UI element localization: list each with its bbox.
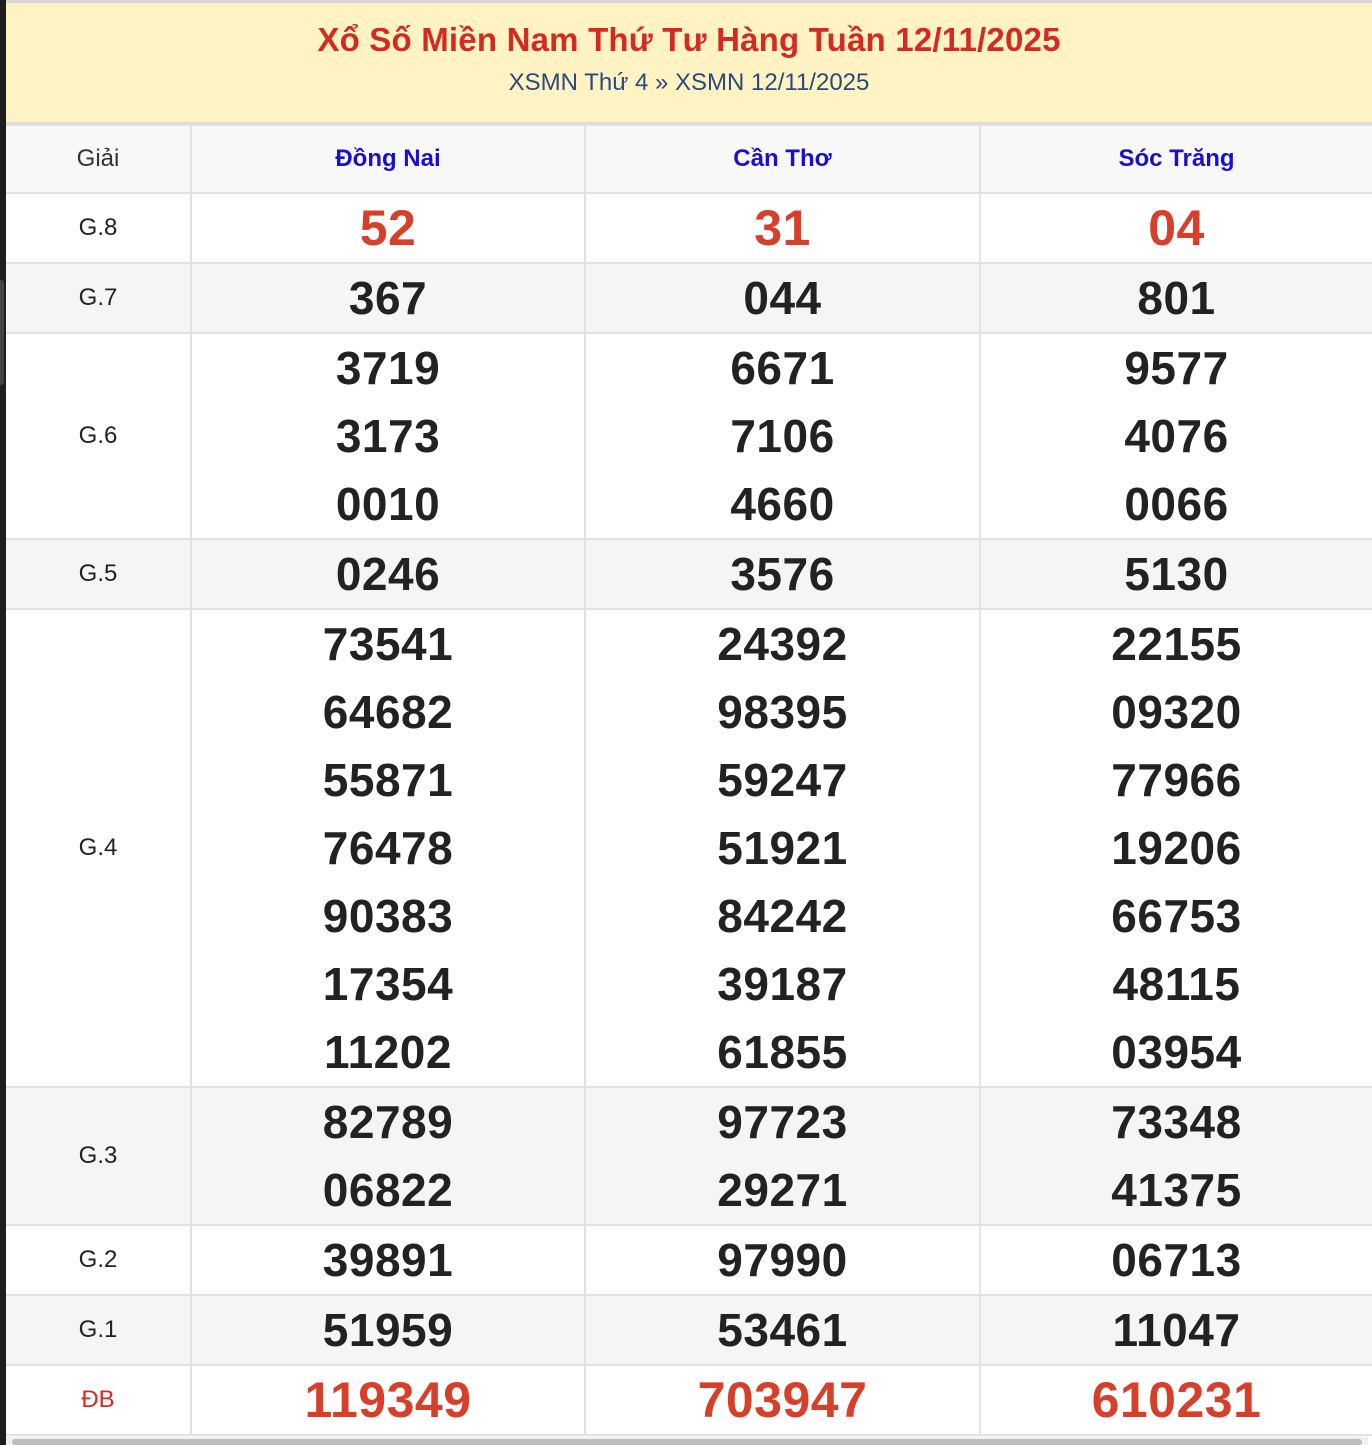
result-number: 0066 xyxy=(1124,478,1229,530)
result-number: 09320 xyxy=(1111,686,1242,738)
results-header xyxy=(6,0,1372,124)
result-number: 0246 xyxy=(335,548,441,600)
result-number: 39187 xyxy=(717,958,848,1010)
result-cell xyxy=(980,609,1372,1087)
result-cell xyxy=(191,333,585,539)
province-name[interactable]: Cần Thơ xyxy=(733,145,832,172)
result-cell xyxy=(980,263,1372,333)
result-cell xyxy=(585,609,980,1087)
result-number: 39891 xyxy=(322,1234,454,1286)
breadcrumb xyxy=(6,68,1372,98)
result-number: 90383 xyxy=(322,890,454,942)
prize-row-special xyxy=(6,1365,1372,1435)
result-number: 11047 xyxy=(1112,1304,1241,1356)
result-number: 3173 xyxy=(335,410,441,462)
result-number: 5130 xyxy=(1124,548,1229,600)
prize-label: G.6 xyxy=(6,333,191,539)
breadcrumb-link-xsmn-date[interactable]: XSMN 12/11/2025 xyxy=(675,69,870,96)
resize-handle[interactable] xyxy=(0,280,4,385)
breadcrumb-link-xsmn-thu-4[interactable]: XSMN Thứ 4 xyxy=(508,69,649,96)
result-number: 51959 xyxy=(322,1304,454,1356)
table-header-row xyxy=(6,125,1372,193)
result-number: 06822 xyxy=(322,1164,454,1216)
prize-label: G.2 xyxy=(6,1225,191,1295)
result-number: 29271 xyxy=(717,1164,848,1216)
prize-row-g3 xyxy=(6,1087,1372,1225)
prize-label-special: ĐB xyxy=(6,1365,191,1435)
result-cell xyxy=(585,1225,980,1295)
result-number: 044 xyxy=(743,272,822,324)
prize-label: G.7 xyxy=(6,263,191,333)
result-number: 48115 xyxy=(1112,958,1241,1010)
scrollbar-thumb[interactable] xyxy=(12,1439,1362,1445)
result-number: 3576 xyxy=(730,548,835,600)
result-cell xyxy=(585,263,980,333)
province-name[interactable]: Đồng Nai xyxy=(335,145,441,172)
result-number: 53461 xyxy=(717,1304,848,1356)
result-number: 41375 xyxy=(1111,1164,1242,1216)
result-number: 22155 xyxy=(1111,618,1242,670)
prize-label: G.4 xyxy=(6,609,191,1087)
result-cell xyxy=(585,193,980,263)
prize-row-g6 xyxy=(6,333,1372,539)
prize-row-g8 xyxy=(6,193,1372,263)
province-header-soc-trang[interactable] xyxy=(980,125,1372,193)
result-number: 0010 xyxy=(335,478,441,530)
result-number: 64682 xyxy=(322,686,454,738)
result-number: 17354 xyxy=(322,958,454,1010)
result-cell xyxy=(191,1225,585,1295)
result-number: 51921 xyxy=(717,822,848,874)
results-table xyxy=(6,124,1372,1436)
result-number: 03954 xyxy=(1111,1026,1242,1078)
lottery-results-page xyxy=(6,0,1372,1445)
result-number: 73348 xyxy=(1111,1096,1242,1148)
result-number: 61855 xyxy=(717,1026,848,1078)
province-header-dong-nai[interactable] xyxy=(191,125,585,193)
prize-row-g4 xyxy=(6,609,1372,1087)
result-cell xyxy=(585,1295,980,1365)
breadcrumb-separator: » xyxy=(654,69,669,96)
result-number: 7106 xyxy=(730,410,835,462)
result-number: 04 xyxy=(1148,200,1205,256)
result-number: 97723 xyxy=(717,1096,848,1148)
prize-row-g2 xyxy=(6,1225,1372,1295)
page-title: Xổ Số Miền Nam Thứ Tư Hàng Tuần 12/11/2025 xyxy=(317,21,1061,58)
result-number: 77966 xyxy=(1111,754,1242,806)
result-number: 06713 xyxy=(1111,1234,1242,1286)
result-number: 59247 xyxy=(717,754,848,806)
prize-row-g7 xyxy=(6,263,1372,333)
result-number: 367 xyxy=(348,272,428,324)
result-number: 52 xyxy=(359,200,417,256)
result-cell xyxy=(980,1295,1372,1365)
horizontal-scrollbar[interactable] xyxy=(6,1437,1368,1445)
special-prize-number: 119349 xyxy=(304,1372,472,1428)
special-prize-number: 610231 xyxy=(1091,1372,1262,1428)
result-cell xyxy=(980,193,1372,263)
result-cell xyxy=(980,539,1372,609)
result-number: 82789 xyxy=(322,1096,454,1148)
prize-row-g1 xyxy=(6,1295,1372,1365)
result-cell xyxy=(191,1365,585,1435)
result-cell xyxy=(191,609,585,1087)
result-number: 9577 xyxy=(1124,342,1229,394)
result-cell xyxy=(980,1087,1372,1225)
result-number: 66753 xyxy=(1111,890,1242,942)
prize-column-header: Giải xyxy=(6,125,191,193)
result-cell xyxy=(980,1365,1372,1435)
result-cell xyxy=(585,539,980,609)
prize-label: G.8 xyxy=(6,193,191,263)
result-number: 24392 xyxy=(717,618,848,670)
province-name[interactable]: Sóc Trăng xyxy=(1118,145,1235,172)
special-prize-number: 703947 xyxy=(697,1372,868,1428)
result-cell xyxy=(585,1087,980,1225)
result-number: 76478 xyxy=(322,822,454,874)
result-cell xyxy=(585,1365,980,1435)
result-cell xyxy=(980,1225,1372,1295)
result-number: 6671 xyxy=(730,342,835,394)
prize-label: G.1 xyxy=(6,1295,191,1365)
result-number: 55871 xyxy=(322,754,454,806)
result-number: 84242 xyxy=(717,890,848,942)
result-number: 3719 xyxy=(335,342,441,394)
result-number: 4076 xyxy=(1124,410,1229,462)
result-number: 801 xyxy=(1137,272,1216,324)
result-number: 31 xyxy=(754,200,811,256)
result-number: 97990 xyxy=(717,1234,848,1286)
result-cell xyxy=(585,333,980,539)
prize-label: G.3 xyxy=(6,1087,191,1225)
prize-row-g5 xyxy=(6,539,1372,609)
result-cell xyxy=(191,1295,585,1365)
result-number: 11202 xyxy=(324,1026,452,1078)
result-number: 98395 xyxy=(717,686,848,738)
result-cell xyxy=(191,193,585,263)
result-cell xyxy=(191,263,585,333)
result-cell xyxy=(980,333,1372,539)
prize-label: G.5 xyxy=(6,539,191,609)
result-cell xyxy=(191,539,585,609)
result-cell xyxy=(191,1087,585,1225)
result-number: 73541 xyxy=(322,618,454,670)
province-header-can-tho[interactable] xyxy=(585,125,980,193)
result-number: 19206 xyxy=(1111,822,1242,874)
result-number: 4660 xyxy=(730,478,835,530)
